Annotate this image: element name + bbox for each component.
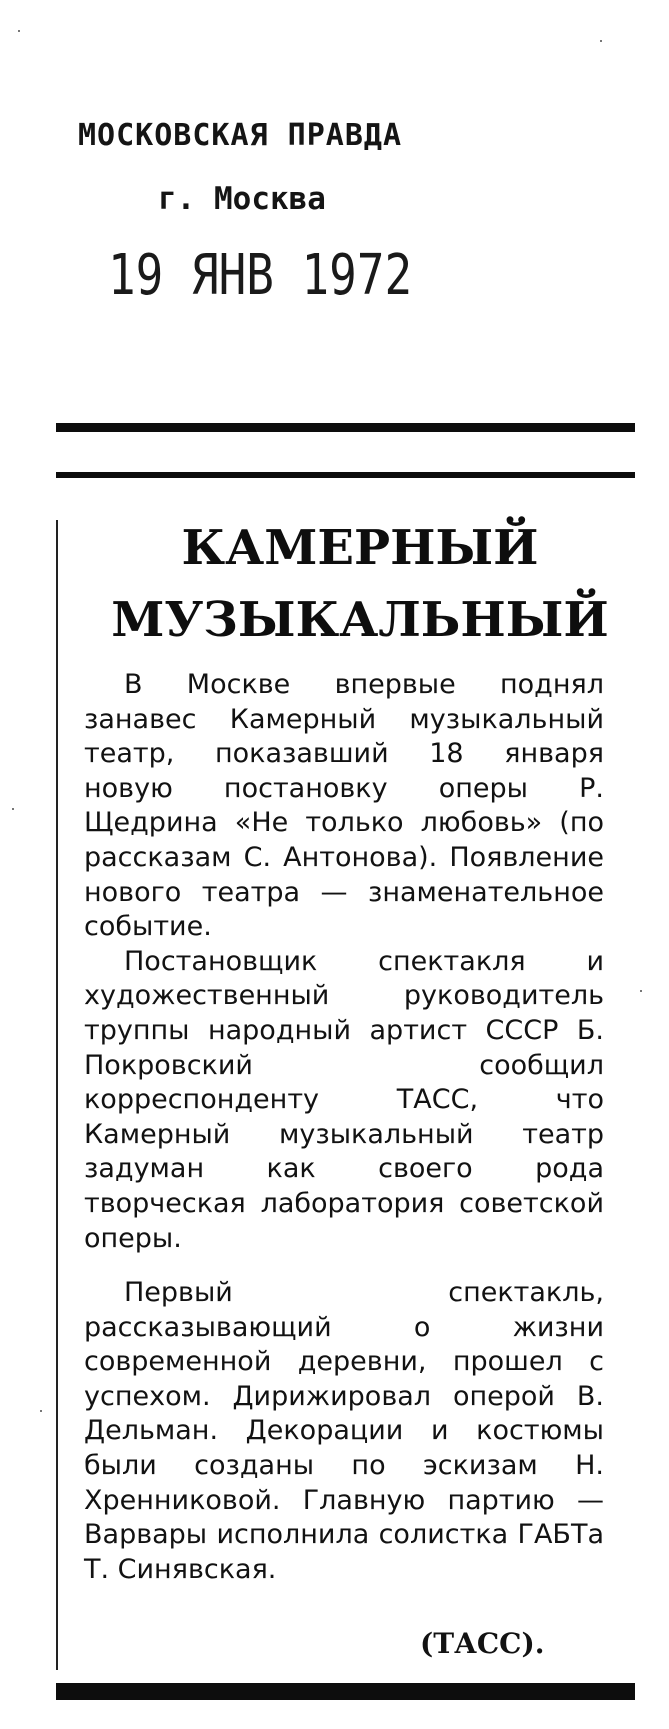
article-headline bbox=[86, 512, 634, 656]
top-rule bbox=[56, 423, 635, 432]
article-paragraph-2: Постановщик спектакля и художественный руководитель труппы народный артист СССР Б. Покровский сообщил корреспонденту ТАСС, что Камерный музыкальный театр задуман как своего рода творческая лаборатория советской оперы. bbox=[84, 945, 604, 1254]
speck bbox=[12, 808, 14, 810]
speck bbox=[18, 30, 20, 32]
stamp-newspaper-name: МОСКОВСКАЯ ПРАВДА bbox=[78, 118, 403, 153]
article-paragraph-1: В Москве впервые поднял занавес Камерный музыкальный театр, показавший 18 января новую постановку оперы Р. Щедрина «Не только любовь» (по рассказам С. Антонова). Появление нового театра — знаменательное событие. bbox=[84, 669, 604, 943]
article-source: (ТАСС). bbox=[420, 1627, 545, 1660]
column-left-rule bbox=[56, 520, 58, 1670]
headline-line-2: МУЗЫКАЛЬНЫЙ bbox=[111, 592, 609, 648]
newspaper-stamp bbox=[78, 118, 598, 308]
stamp-city: г. Москва bbox=[158, 181, 326, 217]
bottom-rule bbox=[56, 1683, 635, 1700]
speck bbox=[600, 40, 602, 42]
speck bbox=[40, 1410, 42, 1412]
article-body bbox=[84, 668, 604, 1587]
headline-line-1: КАМЕРНЫЙ bbox=[181, 520, 539, 576]
speck bbox=[640, 990, 642, 992]
article-paragraph-3: Первый спектакль, рассказывающий о жизни современной деревни, прошел с успехом. Дирижировал оперой В. Дельман. Декорации и костюмы были созданы по эскизам Н. Хренниковой. Главную партию — Варвары исполнила солистка ГАБТа Т. Синявская. bbox=[84, 1277, 604, 1585]
stamp-date: 19 ЯНВ 1972 bbox=[108, 243, 413, 308]
second-rule bbox=[56, 472, 635, 478]
